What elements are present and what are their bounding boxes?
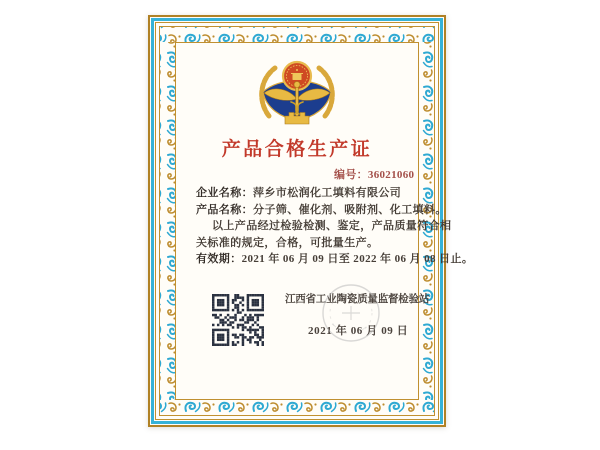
statement-line-2: 关标准的规定，合格，可批量生产。 xyxy=(196,236,379,249)
certificate-content xyxy=(148,15,474,427)
validity-label: 有效期： xyxy=(196,253,242,265)
serial-value: 36021060 xyxy=(367,169,415,181)
certificate-title: 产品合格生产证 xyxy=(221,139,373,160)
product-name-row xyxy=(196,202,447,219)
product-name-value: 分子筛、催化剂、吸附剂、化工填料。 xyxy=(253,203,447,216)
issuer-name: 江西省工业陶瓷质量监督检验站 xyxy=(285,294,430,305)
statement-line-1: 以上产品经过检验检测、鉴定，产品质量符合相 xyxy=(212,220,452,232)
validity-row xyxy=(196,251,474,268)
company-name-label: 企业名称： xyxy=(196,187,253,199)
certificate xyxy=(148,15,474,427)
company-name-value: 萍乡市松润化工填料有限公司 xyxy=(253,187,402,199)
company-name-row xyxy=(196,185,436,202)
serial-number-row xyxy=(334,166,414,182)
product-name-label: 产品名称： xyxy=(196,203,253,216)
certificate-body xyxy=(196,185,474,268)
issue-date: 2021 年 06 月 09 日 xyxy=(308,325,409,337)
validity-value: 2021 年 06 月 09 日至 2022 年 06 月 08 日止。 xyxy=(241,253,474,265)
serial-label: 编号： xyxy=(334,169,368,181)
quality-supervision-emblem-icon xyxy=(251,52,343,132)
qr-code xyxy=(212,294,264,346)
